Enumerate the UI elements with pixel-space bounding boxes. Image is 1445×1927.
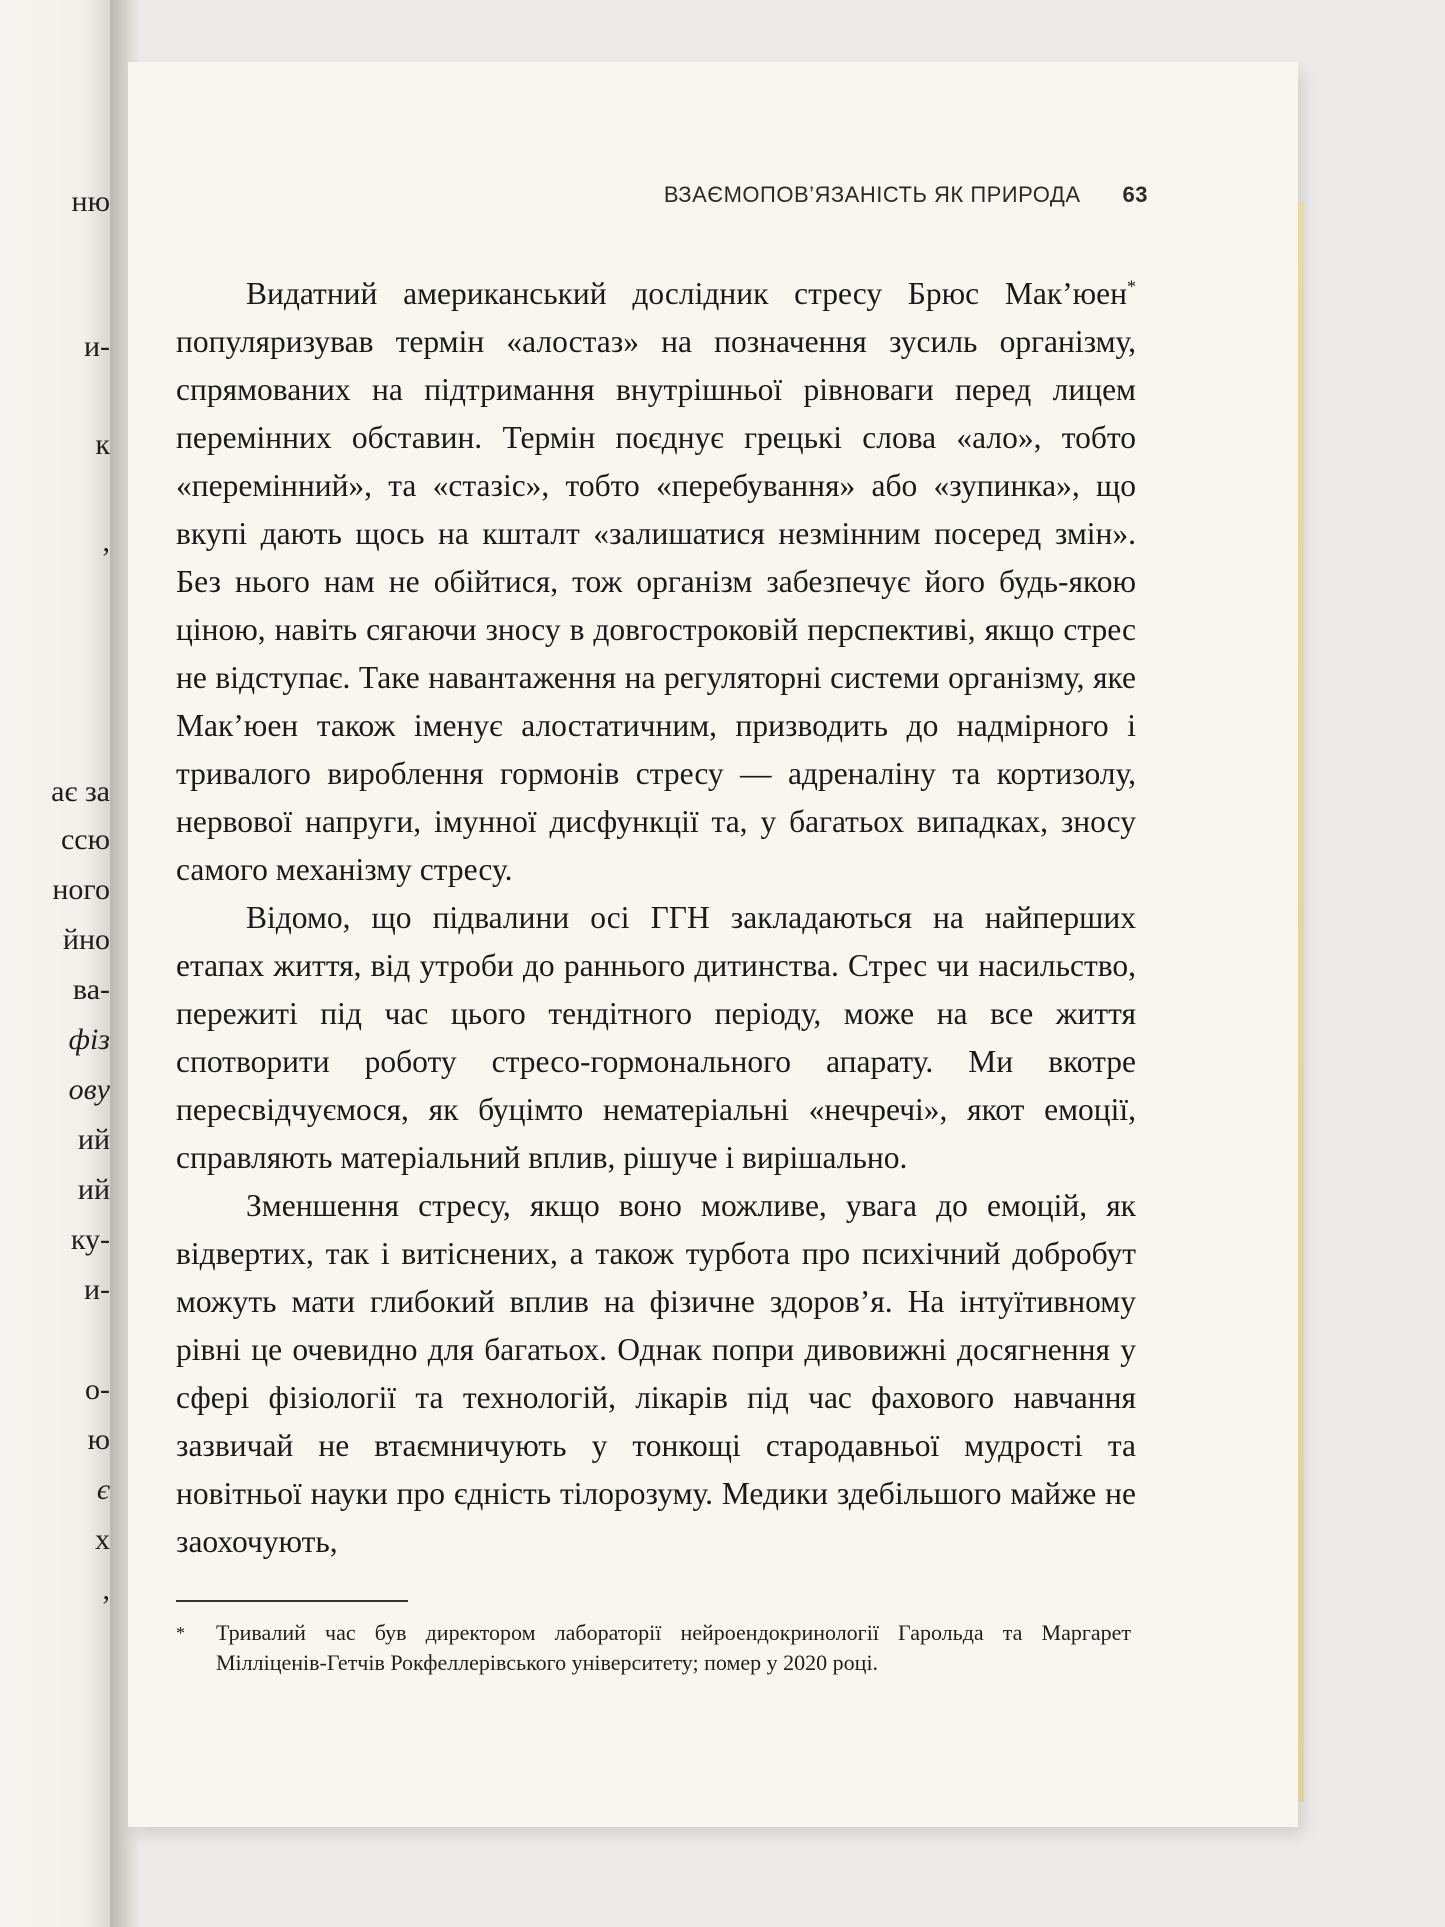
left-fragment: к xyxy=(95,428,110,461)
left-fragment: ва- xyxy=(72,973,110,1006)
left-fragment: и- xyxy=(83,330,110,363)
footnote xyxy=(176,1618,1136,1678)
left-fragment: ю xyxy=(87,1423,110,1456)
left-page xyxy=(0,0,120,1927)
paragraph: Видатний американський дослідник стресу Брюс Мак’юен* популяризував термін «алостаз» на позначення зусиль організму, спрямованих на підтримання внутрішньої рівноваги перед лицем перемінних обставин. Термін поєднує грецькі слова «ало», тобто «перемінний», та «стазіс», тобто «перебування» або «зупинка», що вкупі дають щось на кшталт «залишатися незмінним посеред змін». Без нього нам не обійтися, тож організм забезпечує його будь-якою ціною, навіть сягаючи зносу в довгостроковій перспективі, якщо стрес не відступає. Таке навантаження на регуляторні системи організму, яке Мак’юен також іменує алостатичним, призводить до надмірного і тривалого вироблення гормонів стресу — адреналіну та кортизолу, нервової напруги, імунної дисфункції та, у багатьох випадках, зносу самого механізму стресу. xyxy=(176,276,1136,887)
footnote-rule xyxy=(176,1600,408,1602)
left-fragment: ає за xyxy=(51,775,110,808)
page-number: 63 xyxy=(1122,182,1148,207)
left-fragment: ного xyxy=(52,873,110,906)
left-fragment: ий xyxy=(77,1173,110,1206)
footnote-reference: * xyxy=(1127,276,1136,297)
footnote-mark: * xyxy=(176,1623,185,1643)
left-fragment: , xyxy=(102,1573,110,1606)
running-header xyxy=(664,182,1148,208)
left-fragment: х xyxy=(95,1523,110,1556)
left-fragment: ову xyxy=(68,1073,110,1106)
paragraph: Відомо, що підвалини осі ГГН закладаються на найперших етапах життя, від утроби до раннього дитинства. Стрес чи насильство, пережиті під час цього тендітного періоду, може на все життя спотворити роботу стресо-гормонального апарату. Ми вкотре пересвідчуємося, як буцімто нематеріальні «нечречі», якот емоції, справляють матеріальний вплив, рішуче і вирішально. xyxy=(176,900,1136,1175)
left-fragment: є xyxy=(96,1473,110,1506)
running-title: ВЗАЄМОПОВ’ЯЗАНІСТЬ ЯК ПРИРОДА xyxy=(663,182,1081,207)
left-fragment: ню xyxy=(71,185,110,218)
left-fragment: о- xyxy=(85,1373,110,1406)
book-page xyxy=(128,62,1298,1827)
left-fragment: ссю xyxy=(60,823,110,856)
left-fragment: фіз xyxy=(68,1023,110,1056)
footnote-text: Тривалий час був директором лабораторії нейроендокринології Гарольда та Маргарет Мілліценів-Гетчів Рокфеллерівського університету; помер у 2020 році. xyxy=(216,1620,1131,1675)
left-fragment: , xyxy=(102,525,110,558)
body-text xyxy=(176,270,1136,1566)
paragraph: Зменшення стресу, якщо воно можливе, увага до емоцій, як відвертих, так і витіснених, а також турбота про психічний добробут можуть мати глибокий вплив на фізичне здоров’я. На інтуїтивному рівні це очевидно для багатьох. Однак попри дивовижні досягнення у сфері фізіології та технологій, лікарів під час фахового навчання зазвичай не втаємничують у тонкощі стародавньої мудрості та новітньої науки про єдність тілорозуму. Медики здебільшого майже не заохочують, xyxy=(176,1188,1136,1559)
left-fragment: и- xyxy=(83,1273,110,1306)
left-fragment: йно xyxy=(62,923,110,956)
page-edge xyxy=(1298,202,1304,1802)
left-fragment: ий xyxy=(77,1123,110,1156)
left-fragment: ку- xyxy=(70,1223,110,1256)
